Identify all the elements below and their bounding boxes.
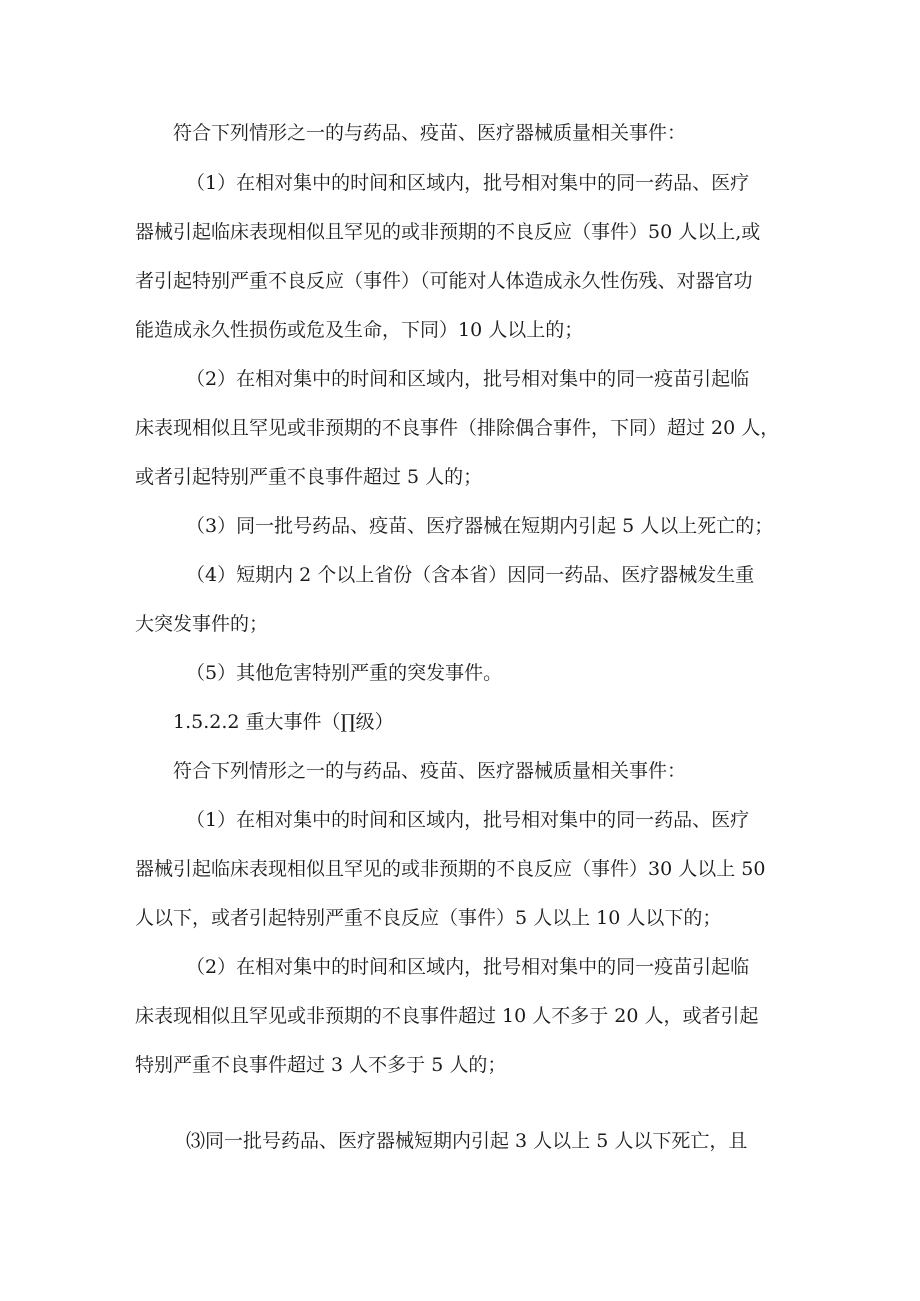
body-text-line: 器械引起临床表现相似且罕见的或非预期的不良反应（事件）30 人以上 50 (135, 858, 766, 880)
body-text-line: 大突发事件的； (135, 613, 269, 635)
body-text-line: 或者引起特别严重不良事件超过 5 人的； (135, 466, 483, 488)
body-text-line: （2）在相对集中的时间和区域内，批号相对集中的同一疫苗引起临 (186, 368, 750, 390)
body-text-line: ⑶同一批号药品、医疗器械短期内引起 3 人以上 5 人以下死亡，且 (186, 1130, 748, 1152)
body-text-line: （5）其他危害特别严重的突发事件。 (186, 662, 503, 684)
body-text-line: 器械引起临床表现相似且罕见的或非预期的不良反应（事件）50 人以上,或 (135, 221, 761, 243)
body-text-line: 能造成永久性损伤或危及生命，下同）10 人以上的； (135, 319, 584, 341)
body-text-line: 床表现相似且罕见或非预期的不良事件超过 10 人不多于 20 人，或者引起 (135, 1005, 759, 1027)
body-text-line: （4）短期内 2 个以上省份（含本省）因同一药品、医疗器械发生重 (186, 564, 755, 586)
body-text-line: 者引起特别严重不良反应（事件）（可能对人体造成永久性伤残、对器官功 (135, 270, 753, 292)
body-text-line: （1）在相对集中的时间和区域内，批号相对集中的同一药品、医疗 (186, 809, 750, 831)
body-text-line: 符合下列情形之一的与药品、疫苗、医疗器械质量相关事件： (173, 122, 687, 144)
body-text-line: （3）同一批号药品、疫苗、医疗器械在短期内引起 5 人以上死亡的； (186, 515, 774, 537)
body-text-line: 床表现相似且罕见或非预期的不良事件（排除偶合事件，下同）超过 20 人， (135, 417, 780, 439)
body-text-line: 特别严重不良事件超过 3 人不多于 5 人的； (135, 1054, 507, 1076)
section-heading: 1.5.2.2 重大事件（∏级） (173, 711, 394, 733)
body-text-line: （1）在相对集中的时间和区域内，批号相对集中的同一药品、医疗 (186, 172, 750, 194)
body-text-line: 人以下，或者引起特别严重不良反应（事件）5 人以上 10 人以下的； (135, 907, 722, 929)
body-text-line: 符合下列情形之一的与药品、疫苗、医疗器械质量相关事件： (173, 760, 687, 782)
body-text-line: （2）在相对集中的时间和区域内，批号相对集中的同一疫苗引起临 (186, 956, 750, 978)
